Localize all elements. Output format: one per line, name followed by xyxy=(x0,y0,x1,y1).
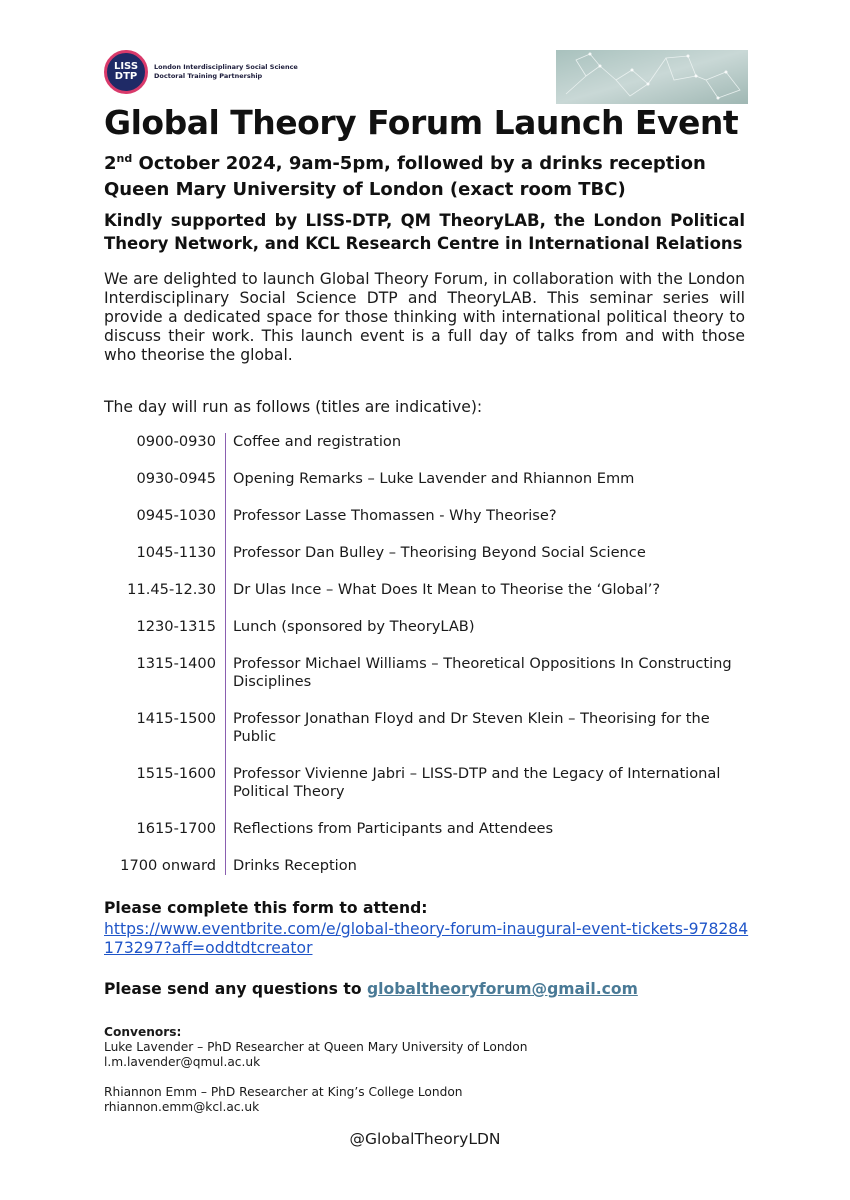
schedule-time: 0945-1030 xyxy=(104,507,226,525)
schedule-row xyxy=(104,581,754,599)
schedule-spacer xyxy=(104,525,754,544)
schedule-body xyxy=(104,433,754,875)
sponsors-statement: Kindly supported by LISS-DTP, QM TheoryLAB, the London Political Theory Network, and KCL Research Centre in International Relations xyxy=(104,211,745,253)
schedule-time: 0930-0945 xyxy=(104,470,226,488)
schedule-spacer-time xyxy=(104,451,226,470)
liss-dtp-logo xyxy=(104,50,298,94)
convenors-heading: Convenors: xyxy=(104,1025,182,1039)
schedule-spacer-item xyxy=(226,488,755,507)
schedule-time: 1415-1500 xyxy=(104,710,226,746)
schedule-spacer-time xyxy=(104,746,226,765)
schedule-spacer-item xyxy=(226,451,755,470)
convenor-2 xyxy=(104,1085,527,1115)
schedule-row xyxy=(104,857,754,875)
schedule-spacer-item xyxy=(226,525,755,544)
logo-badge-line1: LISS xyxy=(113,61,139,72)
schedule-spacer-time xyxy=(104,562,226,581)
schedule-spacer-time xyxy=(104,636,226,655)
schedule-item: Professor Jonathan Floyd and Dr Steven Klein – Theorising for the Public xyxy=(233,710,710,745)
convenor-2-role: Rhiannon Emm – PhD Researcher at King’s College London xyxy=(104,1085,463,1099)
date-rest: October 2024, 9am-5pm, followed by a drinks reception xyxy=(132,153,706,174)
convenor-1-email: l.m.lavender@qmul.ac.uk xyxy=(104,1055,261,1069)
schedule-time: 1315-1400 xyxy=(104,655,226,691)
social-handle: @GlobalTheoryLDN xyxy=(349,1130,501,1148)
schedule-spacer-time xyxy=(104,691,226,710)
schedule-row xyxy=(104,470,754,488)
schedule-row xyxy=(104,544,754,562)
event-venue: Queen Mary University of London (exact room TBC) xyxy=(104,179,626,200)
schedule-spacer xyxy=(104,599,754,618)
schedule-row xyxy=(104,618,754,636)
schedule-spacer-item xyxy=(226,599,755,618)
schedule-time: 1230-1315 xyxy=(104,618,226,636)
convenor-1-role: Luke Lavender – PhD Researcher at Queen Mary University of London xyxy=(104,1040,528,1054)
schedule-row xyxy=(104,507,754,525)
schedule-item: Professor Michael Williams – Theoretical Oppositions In Constructing Disciplines xyxy=(233,655,732,690)
schedule-time: 1045-1130 xyxy=(104,544,226,562)
schedule-row xyxy=(104,710,754,746)
questions-prefix: Please send any questions to xyxy=(104,980,367,998)
schedule-time: 1515-1600 xyxy=(104,765,226,801)
schedule-item: Reflections from Participants and Attendees xyxy=(233,820,554,837)
schedule-item: Professor Lasse Thomassen - Why Theorise? xyxy=(233,507,557,524)
schedule-spacer-item xyxy=(226,691,755,710)
intro-paragraph: We are delighted to launch Global Theory Forum, in collaboration with the London Interdisciplinary Social Science DTP and TheoryLAB. This seminar series will provide a dedicated space for those thinking with international political theory to discuss their work. This launch event is a full day of talks from and with those who theorise the global. xyxy=(104,270,745,364)
schedule-row xyxy=(104,765,754,801)
schedule-spacer-item xyxy=(226,801,755,820)
schedule-spacer xyxy=(104,801,754,820)
schedule-time: 11.45-12.30 xyxy=(104,581,226,599)
event-date xyxy=(104,152,706,174)
logo-badge-line2: DTP xyxy=(114,71,138,82)
schedule-item: Dr Ulas Ince – What Does It Mean to Theorise the ‘Global’? xyxy=(233,581,661,598)
schedule-table xyxy=(104,433,754,875)
schedule-spacer-time xyxy=(104,599,226,618)
schedule-time: 1615-1700 xyxy=(104,820,226,838)
schedule-spacer xyxy=(104,838,754,857)
schedule-spacer-time xyxy=(104,488,226,507)
schedule-spacer xyxy=(104,488,754,507)
schedule-item: Opening Remarks – Luke Lavender and Rhiannon Emm xyxy=(233,470,635,487)
logo-org-line1: London Interdisciplinary Social Science xyxy=(154,63,298,71)
schedule-row xyxy=(104,433,754,451)
event-title: Global Theory Forum Launch Event xyxy=(104,103,739,142)
schedule-spacer-item xyxy=(226,746,755,765)
registration-link[interactable]: https://www.eventbrite.com/e/global-theory-forum-inaugural-event-tickets-978284173297?aff=oddtdtcreator xyxy=(104,920,749,957)
schedule-time: 1700 onward xyxy=(104,857,226,875)
schedule-spacer xyxy=(104,562,754,581)
schedule-spacer xyxy=(104,636,754,655)
schedule-spacer-item xyxy=(226,562,755,581)
schedule-time: 0900-0930 xyxy=(104,433,226,451)
questions-email-link[interactable]: globaltheoryforum@gmail.com xyxy=(366,980,638,998)
schedule-item: Professor Dan Bulley – Theorising Beyond Social Science xyxy=(233,544,646,561)
logo-org-line2: Doctoral Training Partnership xyxy=(154,72,263,80)
logo-org-name xyxy=(154,63,298,81)
schedule-item: Drinks Reception xyxy=(233,857,357,874)
schedule-item: Professor Vivienne Jabri – LISS-DTP and the Legacy of International Political Theory xyxy=(233,765,721,800)
convenor-1 xyxy=(104,1040,527,1070)
schedule-spacer xyxy=(104,691,754,710)
form-heading: Please complete this form to attend: xyxy=(104,899,428,917)
schedule-spacer-item xyxy=(226,636,755,655)
convenors-section xyxy=(104,1025,527,1115)
schedule-intro: The day will run as follows (titles are indicative): xyxy=(104,398,483,416)
schedule-spacer-time xyxy=(104,525,226,544)
schedule-row xyxy=(104,655,754,691)
schedule-spacer xyxy=(104,746,754,765)
schedule-row xyxy=(104,820,754,838)
schedule-item: Coffee and registration xyxy=(233,433,402,450)
schedule-spacer-time xyxy=(104,801,226,820)
date-suffix: nd xyxy=(116,152,133,165)
convenor-2-email: rhiannon.emm@kcl.ac.uk xyxy=(104,1100,260,1114)
questions-line xyxy=(104,980,638,998)
network-banner-image xyxy=(556,50,748,104)
schedule-spacer-item xyxy=(226,838,755,857)
schedule-item: Lunch (sponsored by TheoryLAB) xyxy=(233,618,475,635)
schedule-spacer-time xyxy=(104,838,226,857)
date-day: 2 xyxy=(104,153,117,174)
schedule-spacer xyxy=(104,451,754,470)
logo-badge xyxy=(104,50,148,94)
